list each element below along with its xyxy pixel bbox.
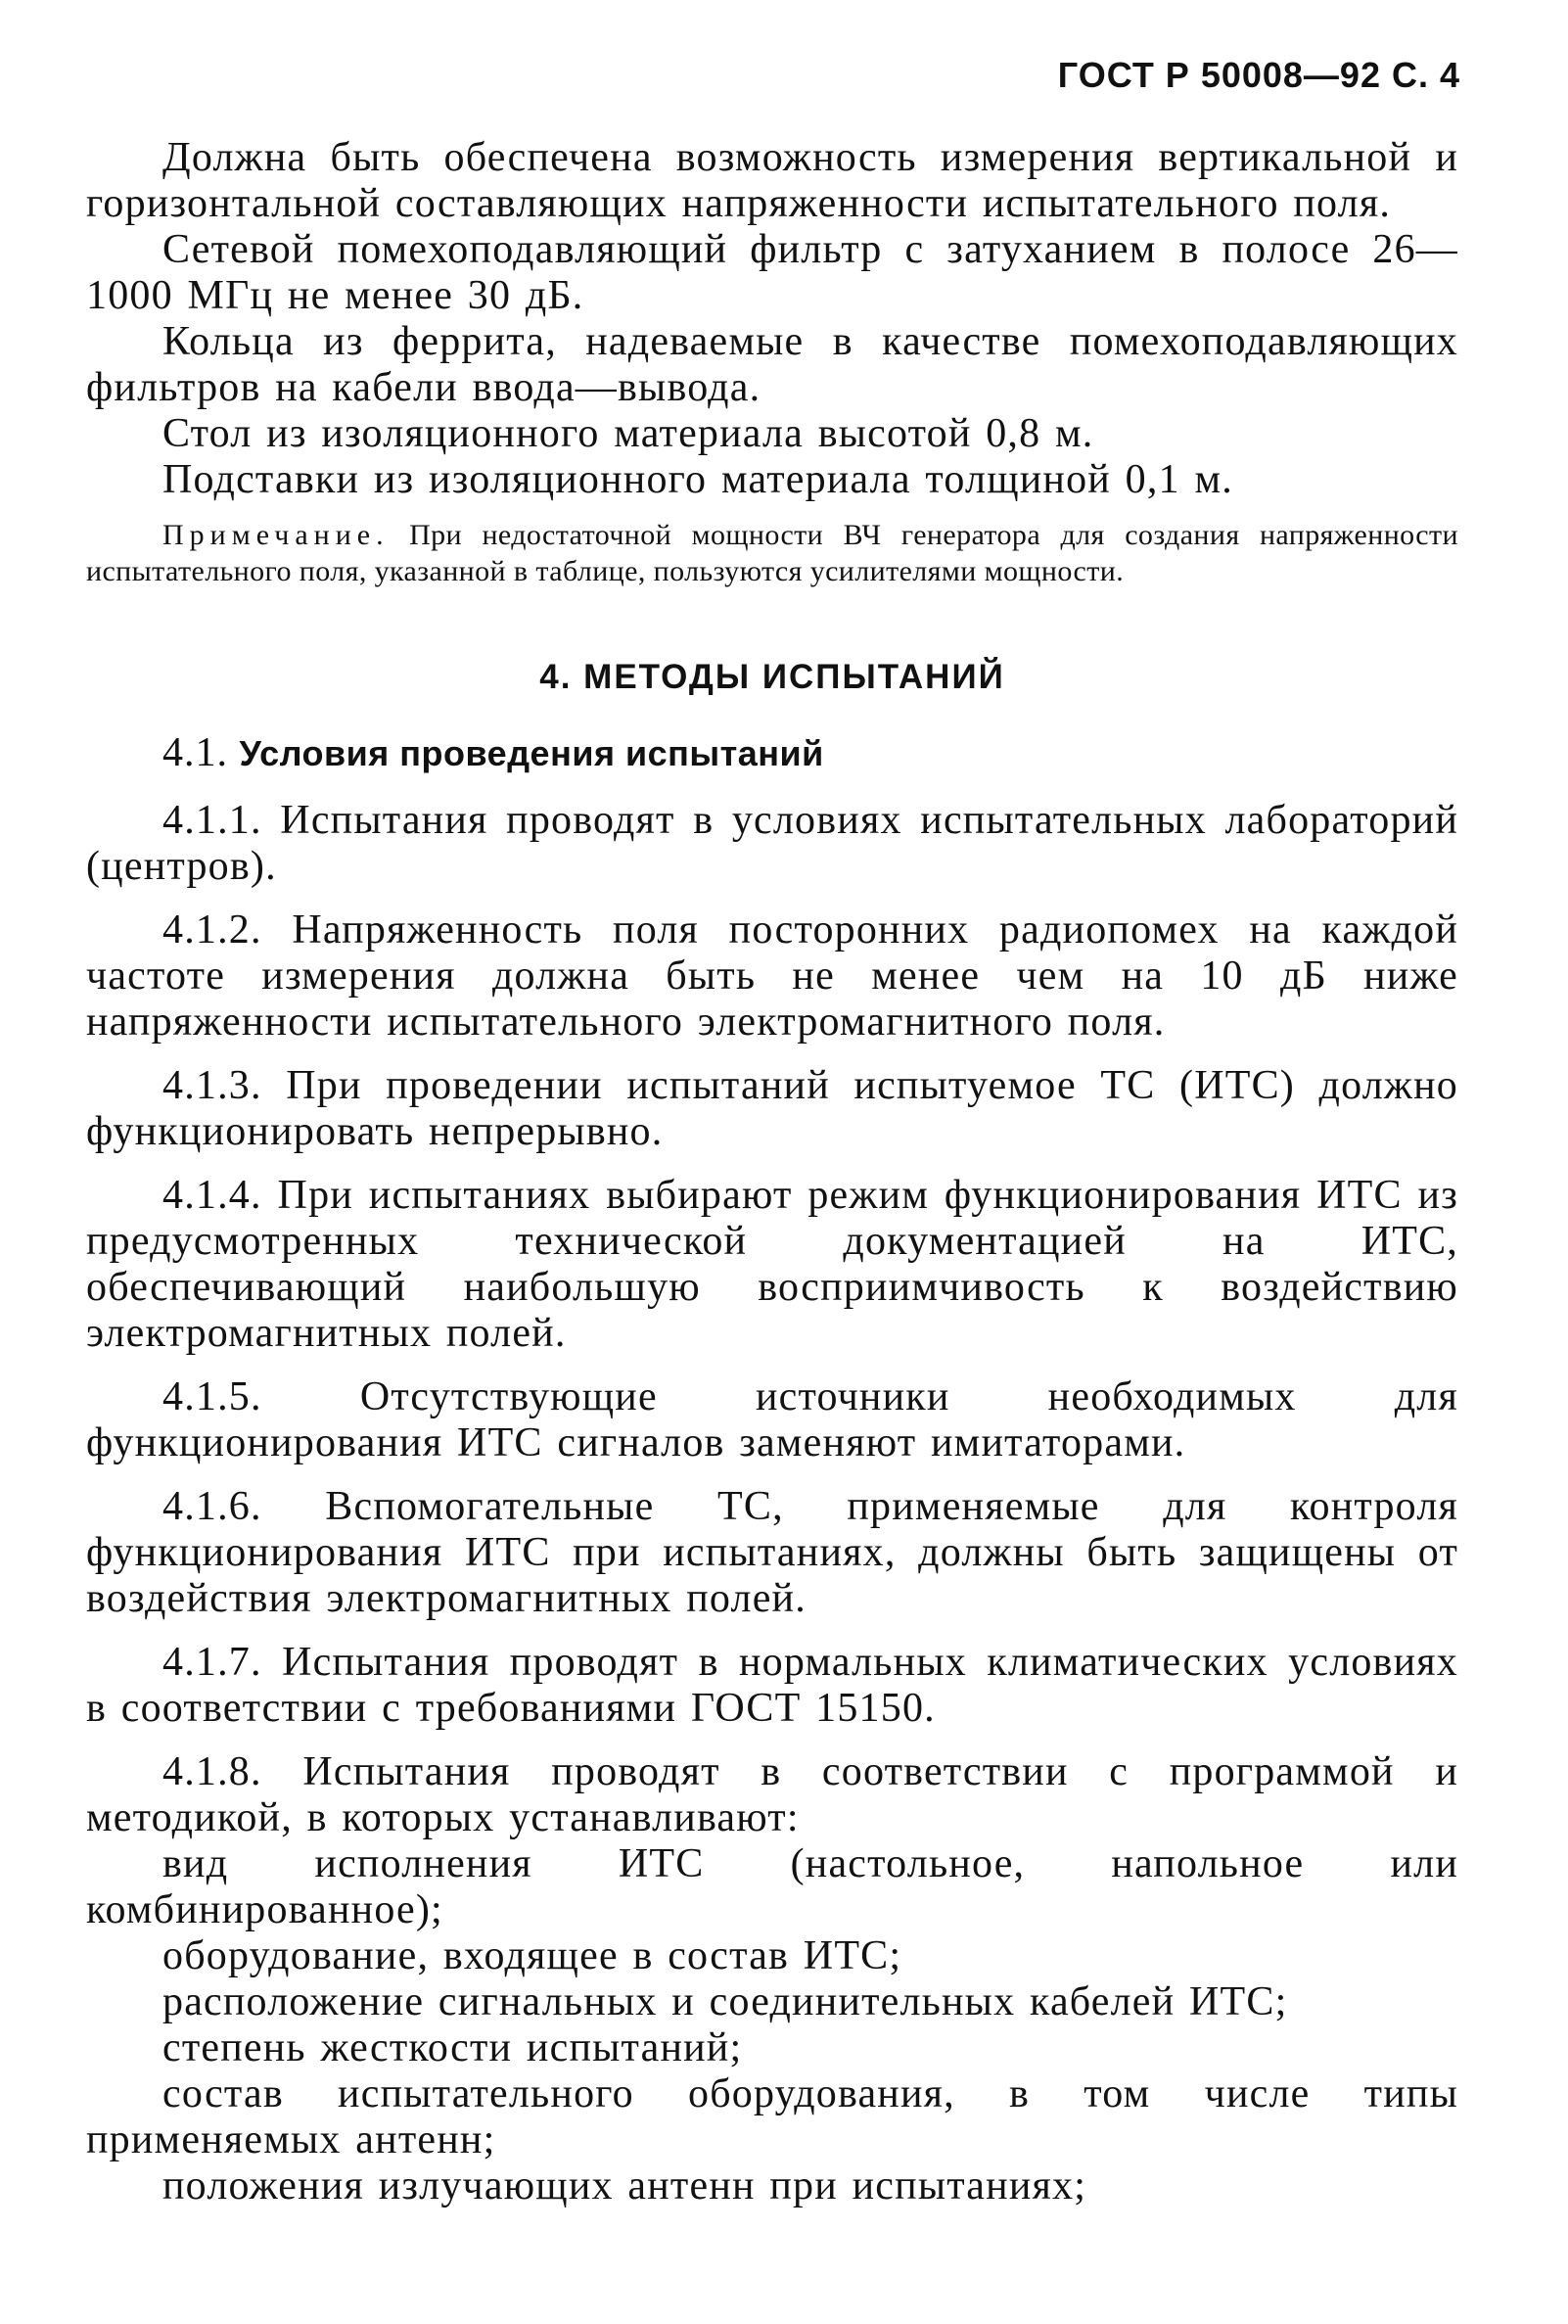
note-text: При недостаточной мощности ВЧ генератора для создания напряженности испытательного поля, указанной в таблице, пользуются усилителями мощности. (86, 519, 1458, 587)
subsection-title: Условия проведения испытаний (239, 733, 824, 773)
clause: 4.1.5. Отсутствующие источники необходимых для функционирования ИТС сигналов заменяют имитаторами. (86, 1374, 1458, 1465)
clause: 4.1.1. Испытания проводят в условиях испытательных лабораторий (центров). (86, 798, 1458, 889)
intro-paragraph: Сетевой помехоподавляющий фильтр с затуханием в полосе 26—1000 МГц не менее 30 дБ. (86, 227, 1458, 318)
list-item: степень жесткости испытаний; (162, 2025, 743, 2070)
list-item: вид исполнения ИТС (настольное, напольное или комбинированное); (86, 1841, 1458, 1932)
list-item: состав испытательного оборудования, в том числе типы применяемых антенн; (86, 2071, 1458, 2162)
intro-paragraph: Кольца из феррита, надеваемые в качестве помехоподавляющих фильтров на кабели ввода—вывода. (86, 319, 1458, 410)
intro-paragraph: Должна быть обеспечена возможность измерения вертикальной и горизонтальной составляющих напряженности испытательного поля. (86, 135, 1458, 226)
clause: 4.1.6. Вспомогательные ТС, применяемые для контроля функционирования ИТС при испытаниях, должны быть защищены от воздействия электромагнитных полей. (86, 1484, 1458, 1621)
list-item: положения излучающих антенн при испытаниях; (162, 2163, 1087, 2208)
intro-paragraph: Подставки из изоляционного материала толщиной 0,1 м. (162, 457, 1233, 502)
section-title: 4. МЕТОДЫ ИСПЫТАНИЙ (539, 658, 1005, 696)
list-item: оборудование, входящее в состав ИТС; (162, 1933, 902, 1978)
clause: 4.1.7. Испытания проводят в нормальных климатических условиях в соответствии с требованиями ГОСТ 15150. (86, 1640, 1458, 1731)
note (86, 517, 1458, 589)
clause: 4.1.2. Напряженность поля посторонних радиопомех на каждой частоте измерения должна быть не менее чем на 10 дБ ниже напряженности испытательного электромагнитного поля. (86, 907, 1458, 1045)
clause: 4.1.8. Испытания проводят в соответствии с программой и методикой, в которых устанавливают: (86, 1749, 1458, 1840)
clause: 4.1.4. При испытаниях выбирают режим функционирования ИТС из предусмотренных технической документацией на ИТС, обеспечивающий наибольшую восприимчивость к воздействию электромагнитных полей. (86, 1173, 1458, 1356)
note-label: Примечание. (162, 519, 390, 551)
clause: 4.1.3. При проведении испытаний испытуемое ТС (ИТС) должно функционировать непрерывно. (86, 1063, 1458, 1154)
subsection-heading (86, 730, 1458, 776)
running-header: ГОСТ Р 50008—92 С. 4 (1057, 55, 1460, 95)
intro-paragraph: Стол из изоляционного материала высотой 0,8 м. (162, 411, 1094, 456)
page-content (86, 135, 1458, 2209)
subsection-number: 4.1. (162, 730, 228, 775)
list-item: расположение сигнальных и соединительных кабелей ИТС; (162, 1979, 1288, 2024)
